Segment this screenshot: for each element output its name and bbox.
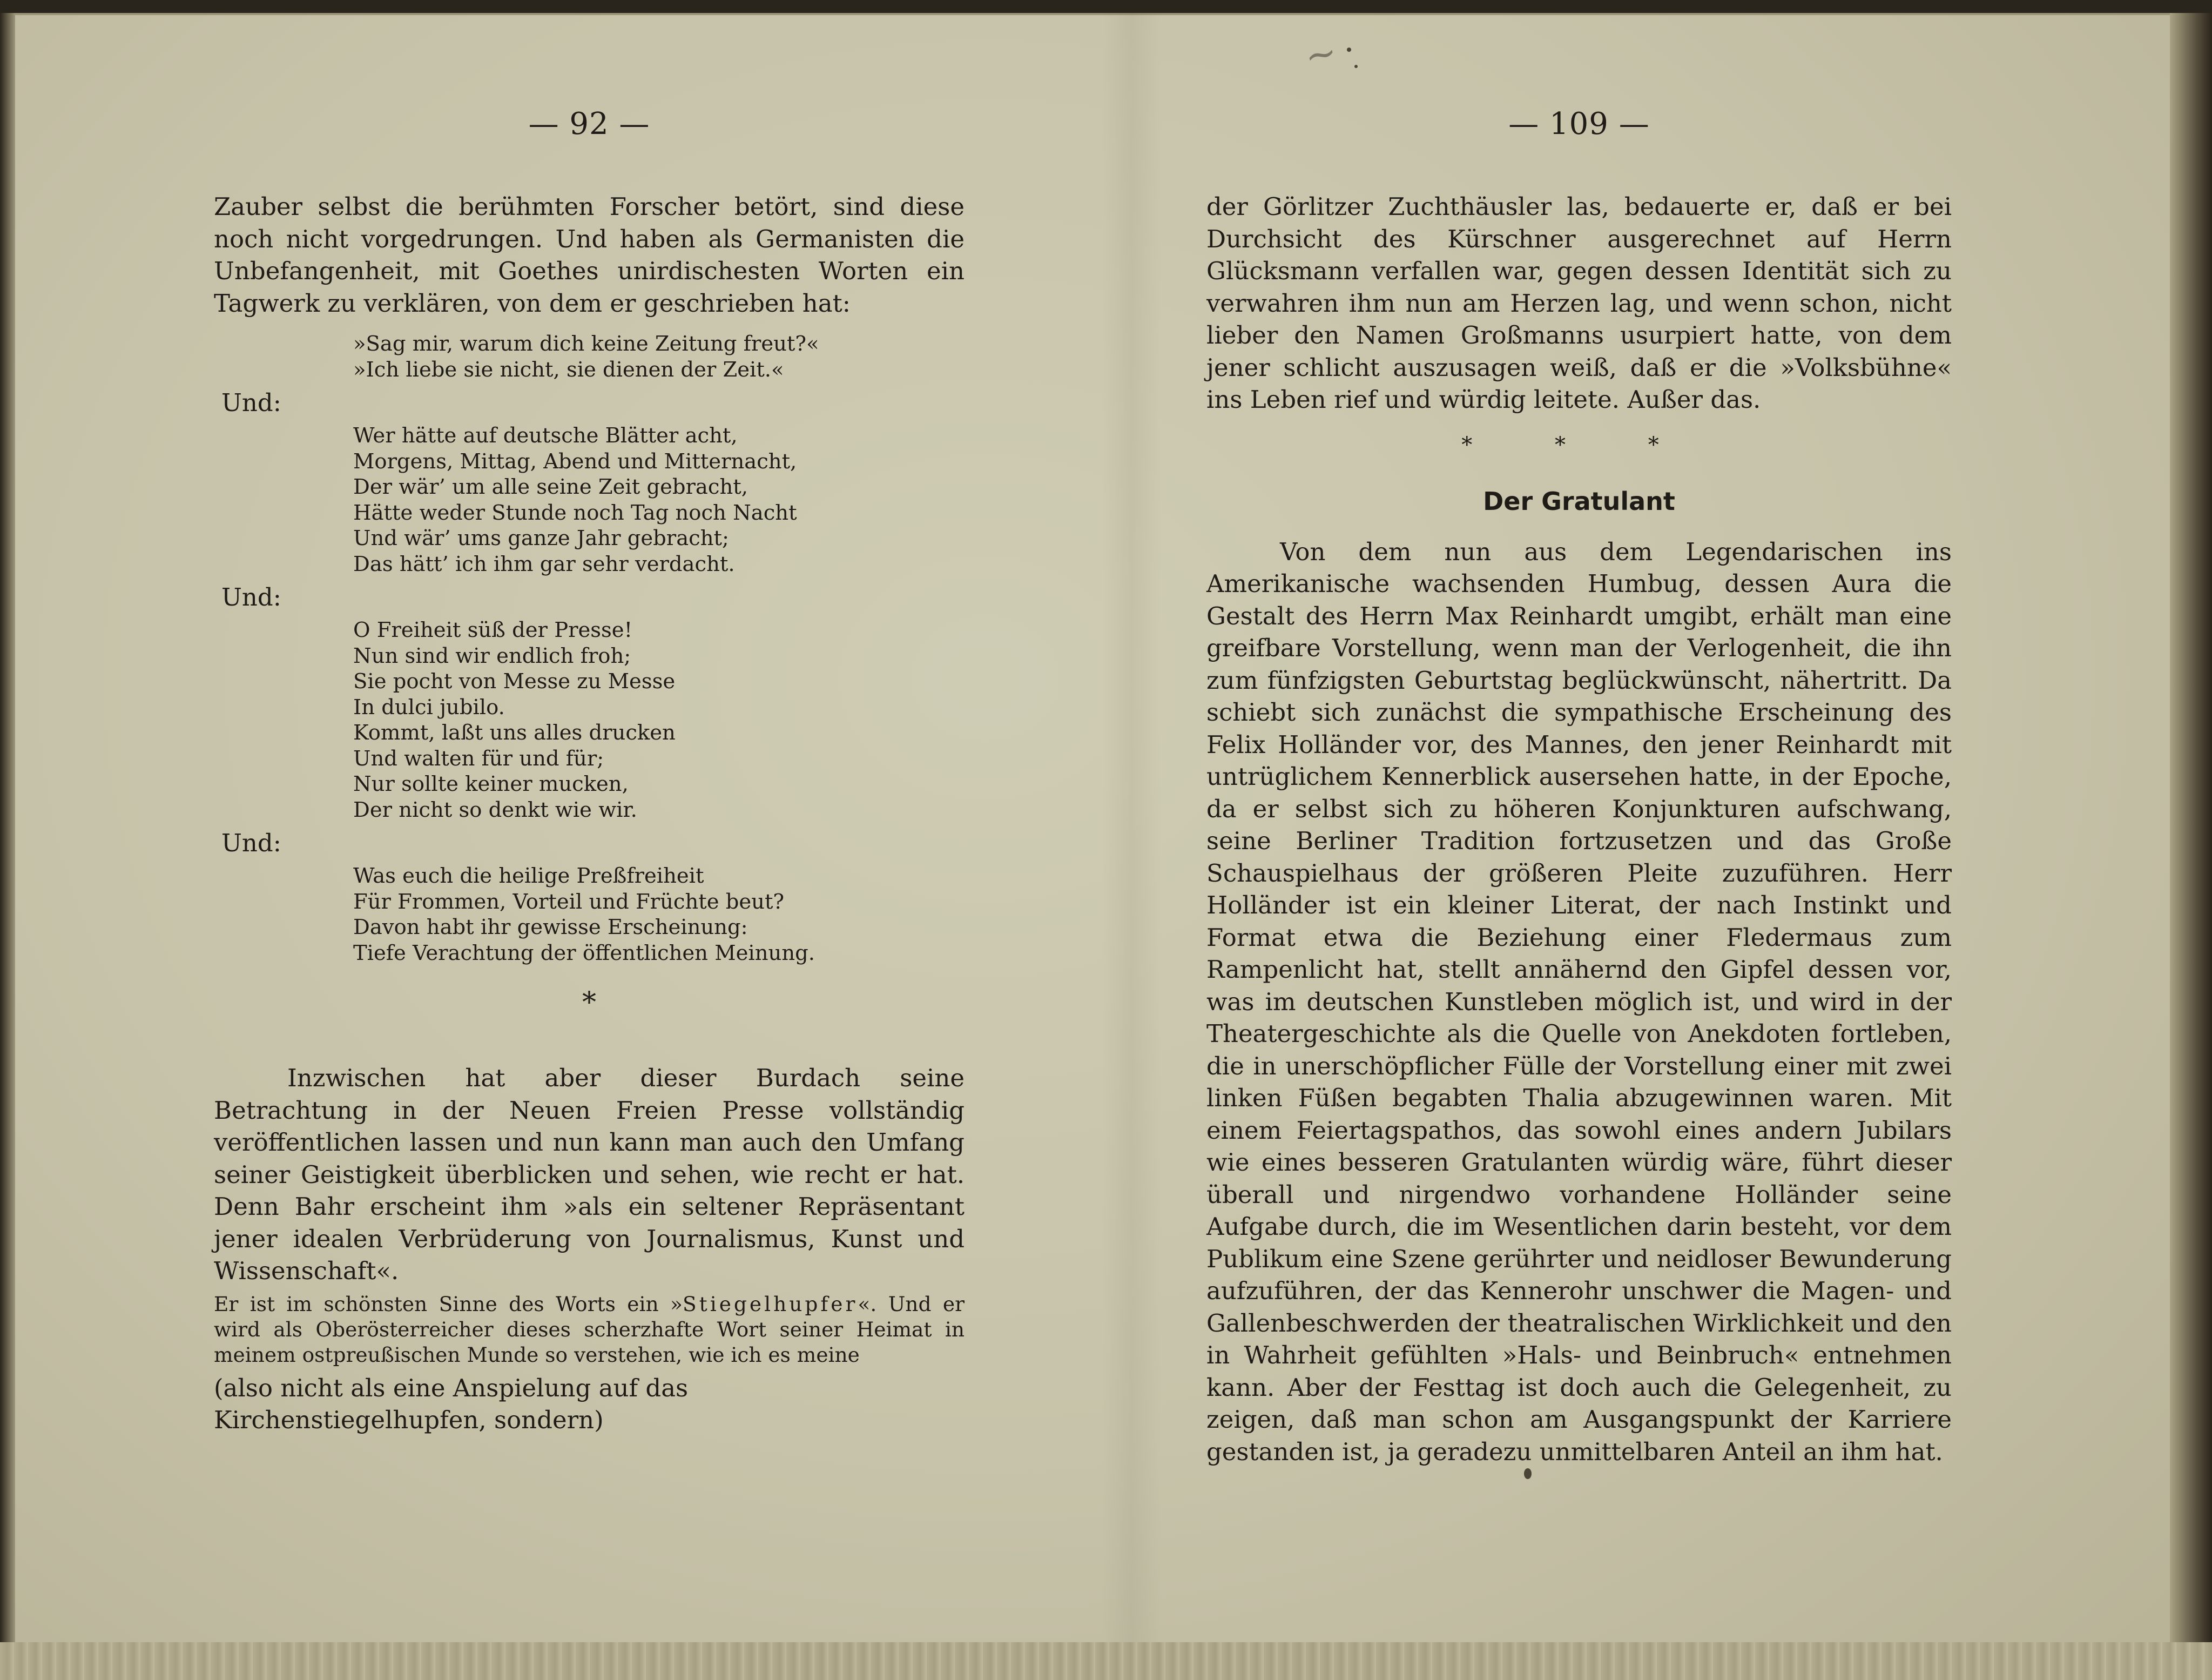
- left-page-number: — 92 —: [528, 106, 650, 142]
- verse-line: Morgens, Mittag, Abend und Mitternacht,: [353, 449, 797, 474]
- verse-line: In dulci jubilo.: [353, 695, 505, 720]
- section-separator: *: [582, 986, 596, 1019]
- left-opening-paragraph: Zauber selbst die berühmten Forscher betört, sind diese noch nicht vorgedrungen. Und haben als Germanisten die Unbefangenheit, mit Goethes unirdischesten Worten ein Tagwerk zu verklären, von dem er geschrieben hat:: [214, 192, 965, 318]
- quote-spaced-word: Stiegelhupfer: [682, 1292, 858, 1316]
- ink-smudge: ~: [1300, 29, 1341, 79]
- verse-line: »Sag mir, warum dich keine Zeitung freut?«: [353, 332, 819, 356]
- verse-block-4: [353, 863, 965, 966]
- right-page: [1206, 105, 1952, 1468]
- und-label: Und:: [221, 829, 281, 857]
- bottom-page-stack: [0, 1642, 2212, 1680]
- left-main-paragraph: Inzwischen hat aber dieser Burdach seine Betrachtung in der Neuen Freien Presse vollständig veröffentlichen lassen und nun kann man auch den Umfang seiner Geistigkeit überblicken und sehen, wie recht er hat. Denn Bahr erscheint ihm »als ein seltener Repräsentant jener idealen Verbrüderung von Journalismus, Kunst und Wissenschaft«.: [214, 1064, 965, 1285]
- ink-speck: [1347, 48, 1351, 52]
- verse-line: Wer hätte auf deutsche Blätter acht,: [353, 424, 738, 448]
- verse-line: Der nicht so denkt wie wir.: [353, 797, 637, 822]
- verse-line: Kommt, laßt uns alles drucken: [353, 721, 676, 745]
- left-page: [214, 105, 965, 1436]
- ink-speck: [1524, 1468, 1532, 1479]
- verse-line: Davon habt ihr gewisse Erscheinung:: [353, 915, 748, 939]
- verse-line: Und wär’ ums ganze Jahr gebracht;: [353, 526, 729, 550]
- verse-line: Tiefe Verachtung der öffentlichen Meinung.: [353, 940, 815, 965]
- quote-text-end: «. Und er wird als Oberösterreicher dieses scherzhafte Wort seiner Heimat in meinem ostpreußischen Munde so verstehen, wie ich es meine: [214, 1292, 965, 1367]
- verse-line: Das hätt’ ich ihm gar sehr verdacht.: [353, 552, 735, 576]
- quote-text-start: Er ist im schönsten Sinne des Worts ein »: [214, 1292, 683, 1316]
- und-label: Und:: [221, 388, 281, 417]
- verse-block-1: [353, 331, 965, 382]
- verse-line: Nur sollte keiner mucken,: [353, 772, 629, 796]
- asterism-separator: * * *: [1461, 432, 1697, 458]
- verse-line: Hätte weder Stunde noch Tag noch Nacht: [353, 500, 797, 525]
- verse-line: Sie pocht von Messe zu Messe: [353, 669, 676, 694]
- verse-line: »Ich liebe sie nicht, sie dienen der Zeit.«: [353, 357, 784, 382]
- right-opening-paragraph: der Görlitzer Zuchthäusler las, bedauerte er, daß er bei Durchsicht des Kürschner ausgerechnet auf Herrn Glücksmann verfallen war, gegen dessen Identität sich zu verwahren ihm nun am Herzen lag, und wenn schon, nicht lieber den Namen Großmanns usurpiert hatte, von dem jener schlicht auszusagen weiß, daß er die »Volksbühne« ins Leben rief und würdig leitete. Außer das.: [1206, 192, 1952, 414]
- verse-block-3: [353, 617, 965, 823]
- verse-line: Der wär’ um alle seine Zeit gebracht,: [353, 475, 748, 499]
- right-page-number: — 109 —: [1508, 106, 1650, 142]
- verse-block-2: [353, 423, 965, 577]
- section-heading: Der Gratulant: [1483, 486, 1675, 516]
- verse-line: Nun sind wir endlich froh;: [353, 643, 631, 668]
- quotation-small-print: [214, 1292, 965, 1368]
- verse-line: Was euch die heilige Preßfreiheit: [353, 864, 704, 888]
- center-gutter: [1102, 13, 1161, 1644]
- right-page-edge: [2170, 13, 2212, 1680]
- right-body-paragraph: Von dem nun aus dem Legendarischen ins Amerikanische wachsenden Humbug, dessen Aura die Gestalt des Herrn Max Reinhardt umgibt, erhält man eine greifbare Vorstellung, wenn man der Verlogenheit, die ihn zum fünfzigsten Geburtstag beglückwünscht, nähertritt. Da schiebt sich zunächst die sympathische Erscheinung des Felix Holländer vor, des Mannes, den jener Reinhardt mit untrüglichem Kennerblick ausersehen hatte, in der Epoche, da er selbst sich zu höheren Konjunkturen aufschwang, seine Berliner Tradition fortzusetzen und das Große Schauspielhaus der größeren Pleite zuzuführen. Herr Holländer ist ein kleiner Literat, der nach Instinkt und Format etwa die Beziehung einer Fledermaus zum Rampenlicht hat, stellt annähernd den Gipfel dessen vor, was im deutschen Kunstleben möglich ist, und wird in der Theatergeschichte als die Quelle von Anekdoten fortleben, die in unerschöpflicher Fülle der Vorstellung einer mit zwei linken Füßen begabten Thalia abzugewinnen waren. Mit einem Feiertagspathos, das sowohl eines andern Jubilars wie eines besseren Gratulanten würdig wäre, führt dieser überall und nirgendwo vorhandene Holländer seine Aufgabe durch, die im Wesentlichen darin besteht, vor dem Publikum eine Szene gerührter und neidloser Bewunderung aufzuführen, der das Kennerohr unschwer die Magen- und Gallenbeschwerden der theatralischen Wirklichkeit und den in Wahrheit gefühlten »Hals- und Beinbruch« entnehmen kann. Aber der Festtag ist doch auch die Gelegenheit, zu zeigen, daß man schon am Ausgangspunkt der Karriere gestanden ist, ja geradezu unmittelbaren Anteil an ihm hat.: [1206, 537, 1952, 1466]
- verse-line: Für Frommen, Vorteil und Früchte beut?: [353, 889, 785, 914]
- ink-speck: [1354, 65, 1358, 68]
- verse-line: O Freiheit süß der Presse!: [353, 618, 633, 642]
- left-closing-paragraph: (also nicht als eine Anspielung auf das Kirchenstiegelhupfen, sondern): [214, 1373, 689, 1434]
- verse-line: Und walten für und für;: [353, 746, 604, 771]
- und-label: Und:: [221, 583, 281, 611]
